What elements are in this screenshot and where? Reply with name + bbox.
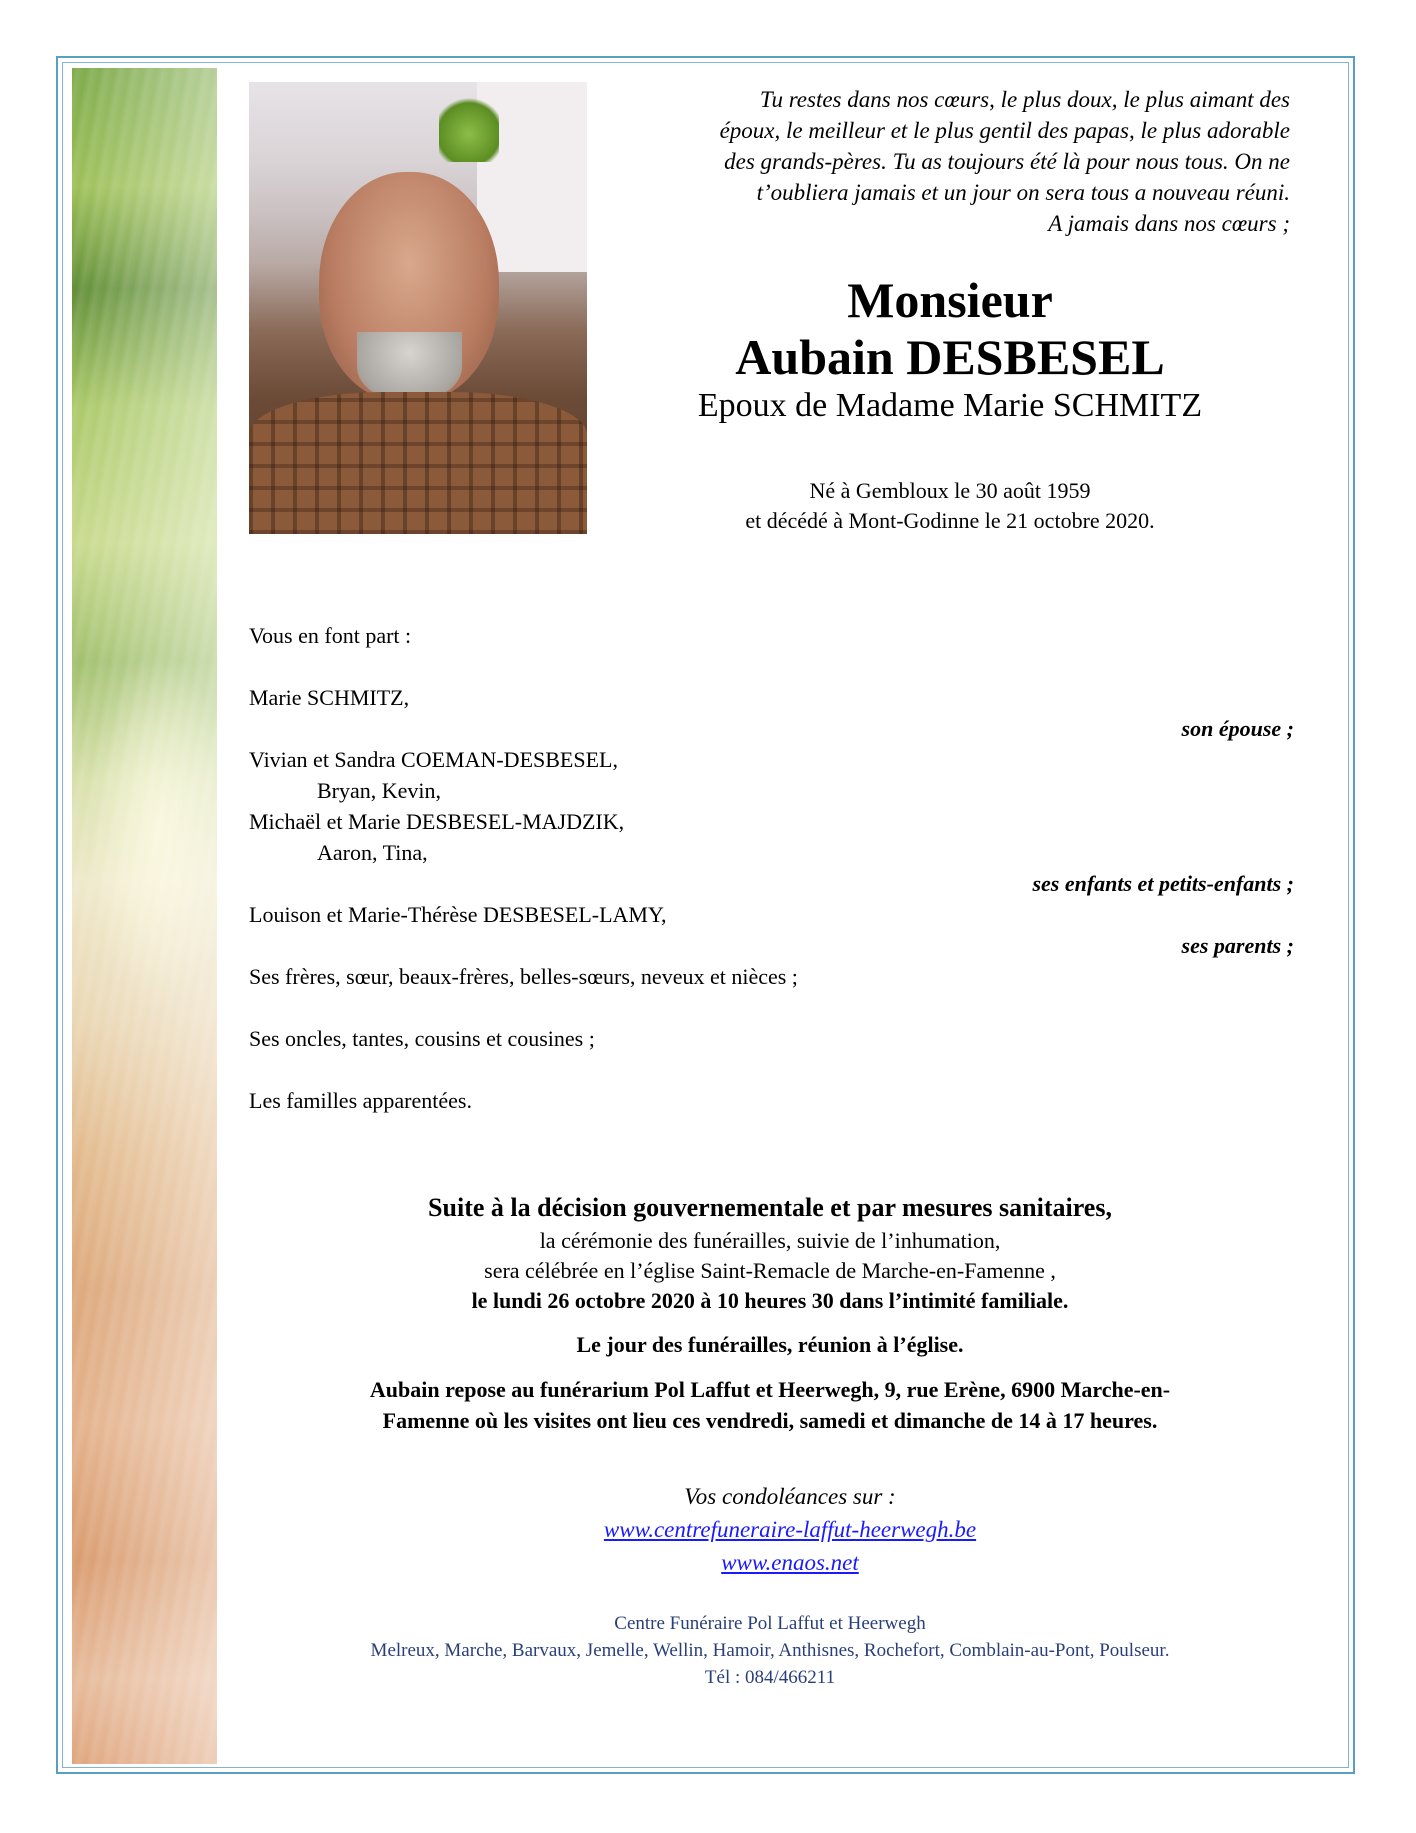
ceremony-line: la cérémonie des funérailles, suivie de l’inhumation, [539,1228,1001,1253]
salutation: Monsieur [847,272,1053,328]
condolences-label: Vos condoléances sur : [684,1484,896,1509]
grandchildren: Bryan, Kevin, [317,778,442,803]
forest-path-image [72,68,217,1764]
death-line: et décédé à Mont-Godinne le 21 octobre 2020. [745,508,1155,533]
condolences-link[interactable]: www.enaos.net [721,1550,859,1575]
visit-line: Aubain repose au funérarium Pol Laffut et Heerwegh, 9, rue Erène, 6900 Marche-en- [369,1377,1171,1402]
deceased-heading [620,272,1280,428]
visit-line: Famenne où les visites ont lieu ces vendredi, samedi et dimanche de 14 à 17 heures. [382,1408,1158,1433]
memorial-poem [560,84,1290,239]
families-line: Les familles apparentées. [249,1088,472,1113]
poem-line: des grands-pères. Tu as toujours été là pour nous tous. On ne [724,149,1290,174]
condolences [430,1480,1150,1579]
birth-line: Né à Gembloux le 30 août 1959 [809,478,1091,503]
spouse-role: son épouse ; [1181,716,1294,741]
poem-line: Tu restes dans nos cœurs, le plus doux, le plus aimant des [759,87,1290,112]
poem-line: A jamais dans nos cœurs ; [1048,211,1290,236]
ceremony-details [230,1190,1310,1436]
phone-line: Tél : 084/466211 [704,1667,836,1688]
condolences-link[interactable]: www.centrefuneraire-laffut-heerwegh.be [603,1517,977,1542]
child-couple: Michaël et Marie DESBESEL-MAJDZIK, [249,809,625,834]
locations-line: Melreux, Marche, Barvaux, Jemelle, Wellin, Hamoir, Anthisnes, Rochefort, Comblain-au-Pont, Poulseur. [370,1640,1170,1661]
life-dates [620,476,1280,536]
ceremony-date: le lundi 26 octobre 2020 à 10 heures 30 dans l’intimité familiale. [471,1288,1069,1313]
siblings-line: Ses frères, sœur, beaux-frères, belles-sœurs, neveux et nièces ; [249,964,798,989]
poem-line: époux, le meilleur et le plus gentil des papas, le plus adorable [719,118,1290,143]
parents-name: Louison et Marie-Thérèse DESBESEL-LAMY, [249,902,667,927]
children-role: ses enfants et petits-enfants ; [1032,871,1294,896]
intro-line: Vous en font part : [249,623,412,648]
parents-role: ses parents ; [1181,933,1294,958]
ceremony-heading: Suite à la décision gouvernementale et par mesures sanitaires, [428,1193,1112,1222]
deceased-name: Aubain DESBESEL [735,329,1165,385]
spouse-line: Epoux de Madame Marie SCHMITZ [697,387,1203,424]
portrait-photo [249,82,587,534]
uncles-line: Ses oncles, tantes, cousins et cousines ; [249,1026,595,1051]
funeral-home-footer [230,1610,1310,1691]
spouse-name: Marie SCHMITZ, [249,685,410,710]
poem-line: t’oubliera jamais et un jour on sera tous a nouveau réuni. [756,180,1290,205]
company-name: Centre Funéraire Pol Laffut et Heerwegh [614,1613,926,1634]
child-couple: Vivian et Sandra COEMAN-DESBESEL, [249,747,618,772]
ceremony-line: sera célébrée en l’église Saint-Remacle de Marche-en-Famenne , [484,1258,1056,1283]
grandchildren: Aaron, Tina, [317,840,428,865]
family-announcement [249,620,1294,1116]
meeting-line: Le jour des funérailles, réunion à l’église. [576,1332,964,1357]
